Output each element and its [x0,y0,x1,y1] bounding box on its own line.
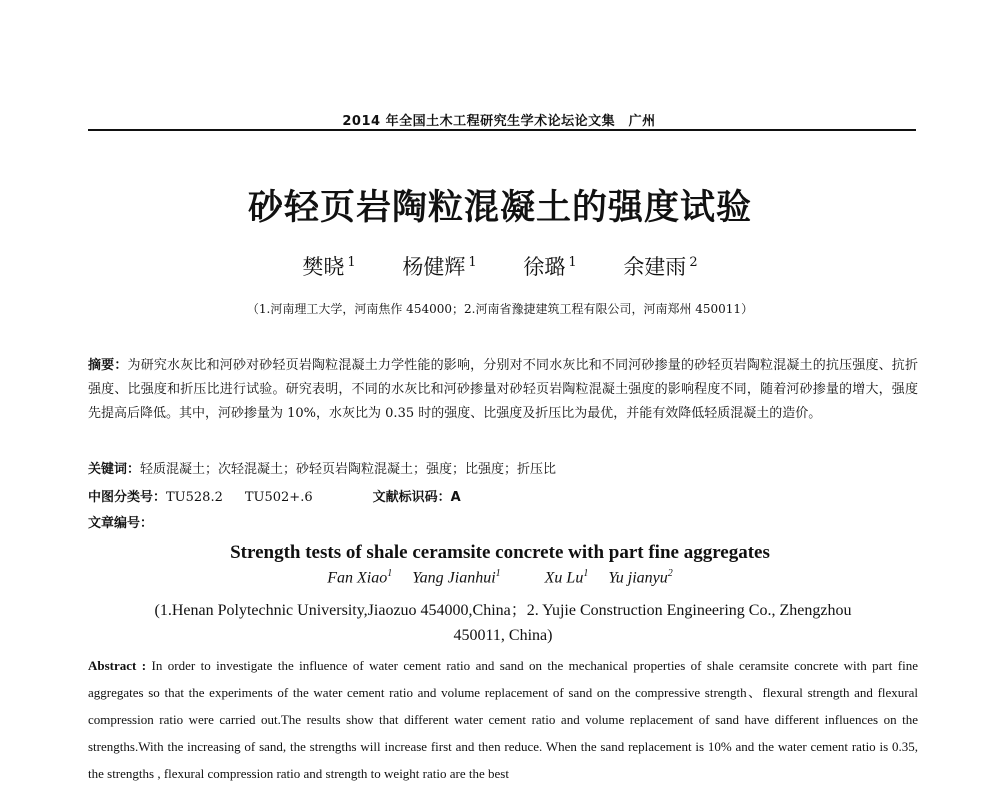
classification-code: TU528.2 [166,490,223,505]
cn-author: 杨健辉 $^1$ [402,255,477,279]
keywords-label: 关键词： [88,462,141,477]
cn-author: 樊晓 $^1$ [302,255,356,279]
doc-code: A [450,490,461,505]
en-abstract-label: Abstract : [88,658,147,673]
cn-abstract-label: 摘要： [88,358,128,373]
cn-authors [0,251,1000,281]
doc-code-label: 文献标识码： [372,490,451,505]
article-number-line [88,514,153,534]
en-author: Yang Jianhui$^1$ [412,568,501,587]
header-rule [88,129,916,131]
en-authors [0,568,1000,587]
en-author: Yu jianyu$^2$ [608,568,673,587]
en-abstract [88,652,918,787]
classification-line [88,488,461,508]
cn-abstract-text: 为研究水灰比和河砂对砂轻页岩陶粒混凝土力学性能的影响，分别对不同水灰比和不同河砂掺量的砂轻页岩陶粒混凝土的抗压强度、抗折强度、比强度和折压比进行试验。研究表明，不同的水灰比和河砂掺量对砂轻页岩陶粒混凝土强度的影响程度不同，随着河砂掺量的增大，强度先提高后降低。其中，河砂掺量为 10%，水灰比为 0.35 时的强度、比强度及折压比为最优，并能有效降低轻质混凝土的造价。 [88,358,918,421]
en-abstract-text: In order to investigate the influence of water cement ratio and sand on the mechanical properties of shale ceramsite concrete with part fine aggregates so that the experiments of the water cement ratio and volume replacement of sand on the compressive strength、flexural strength and flexural compression ratio were carried out.The results show that different water cement ratio and volume replacement of sand have different influences on the strengths.With the increasing of sand, the strengths will increase first and then reduce. When the sand replacement is 10% and the water cement ratio is 0.35, the strengths , flexural compression ratio and strength to weight ratio are the best [88,658,918,781]
cn-abstract [88,354,918,426]
article-number-label: 文章编号： [88,516,154,531]
en-title: Strength tests of shale ceramsite concrete with part fine aggregates [230,542,770,563]
cn-author: 余建雨 $^2$ [623,255,698,279]
en-affiliation: (1.Henan Polytechnic University,Jiaozuo 454000,China；2. Yujie Construction Engineering Co., Zhengzhou 450011, China) [154,602,852,644]
keywords-text: 轻质混凝土；次轻混凝土；砂轻页岩陶粒混凝土；强度；比强度；折压比 [140,462,557,477]
cn-title: 砂轻页岩陶粒混凝土的强度试验 [247,188,752,228]
running-header: 2014 年全国土木工程研究生学术论坛论文集 广州 [342,114,656,129]
cn-affiliation: （1.河南理工大学，河南焦作 454000；2.河南省豫捷建筑工程有限公司，河南郑州 450011） [246,302,754,316]
en-author: Xu Lu$^1$ [544,568,589,587]
classification-code: TU502+.6 [244,490,313,505]
classification-label: 中图分类号： [88,490,167,505]
keywords-line [88,460,556,480]
cn-author: 徐璐 $^1$ [523,255,577,279]
en-author: Fan Xiao$^1$ [327,568,393,587]
